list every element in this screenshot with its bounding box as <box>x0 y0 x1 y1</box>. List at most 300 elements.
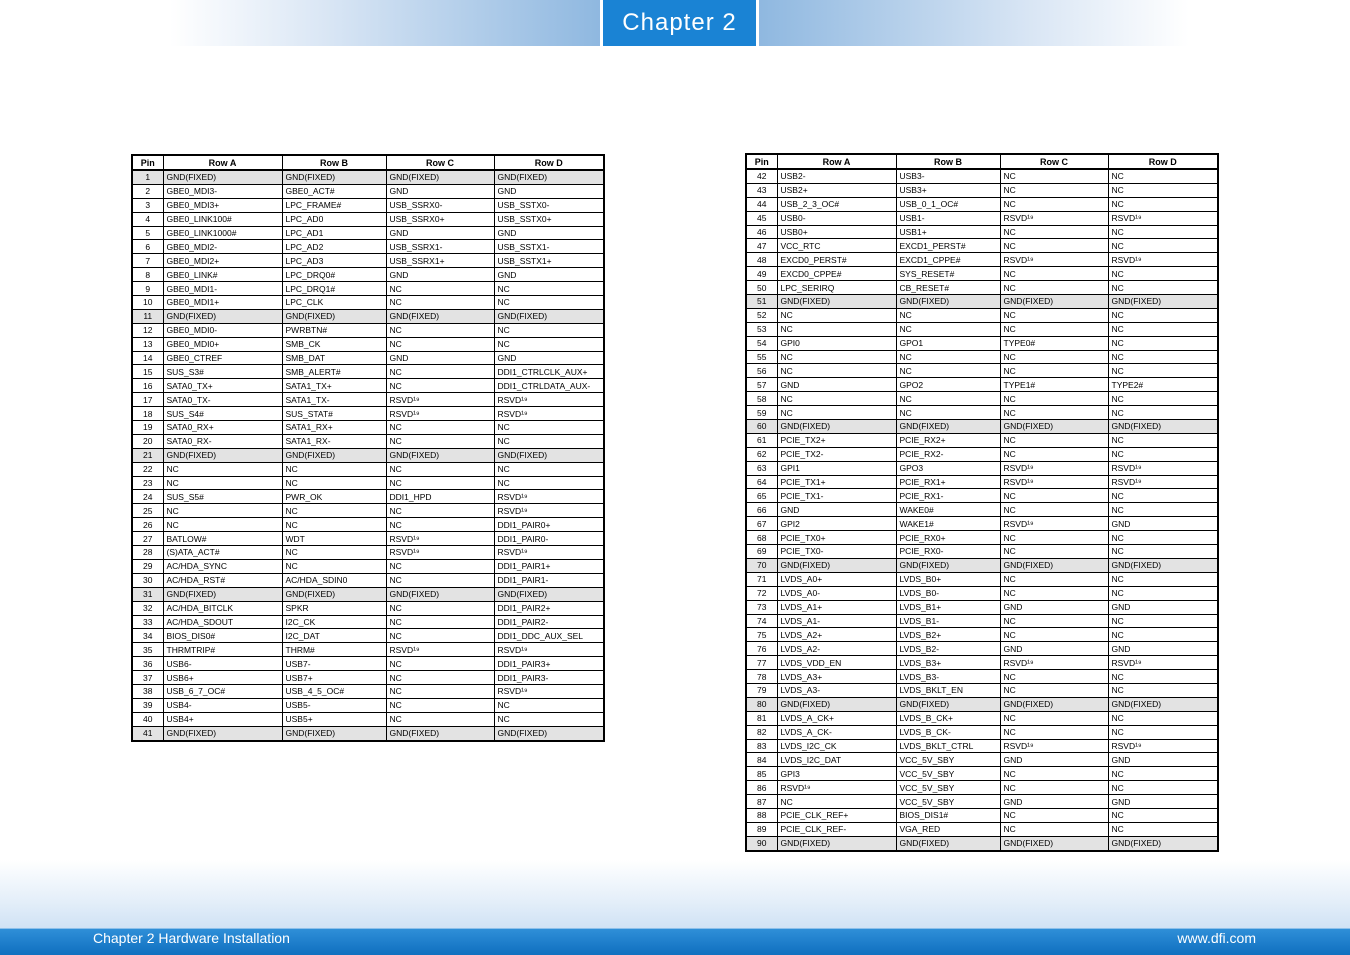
pin-number-cell: 61 <box>746 433 777 447</box>
signal-cell: GBE0_LINK# <box>163 268 282 282</box>
signal-cell: RSVD¹⁹ <box>494 546 604 560</box>
signal-cell: RSVD¹⁹ <box>494 643 604 657</box>
signal-cell: LVDS_B2+ <box>896 628 1000 642</box>
signal-cell: PCIE_CLK_REF+ <box>777 808 896 822</box>
table-row <box>132 448 604 462</box>
table-row <box>132 309 604 323</box>
pin-number-cell: 14 <box>132 351 163 365</box>
signal-cell: NC <box>896 364 1000 378</box>
pin-number-cell: 69 <box>746 545 777 559</box>
signal-cell: LVDS_A0+ <box>777 572 896 586</box>
signal-cell: NC <box>163 504 282 518</box>
signal-cell: NC <box>1000 350 1108 364</box>
signal-cell: GND(FIXED) <box>1000 836 1108 850</box>
signal-cell: I2C_DAT <box>282 629 386 643</box>
signal-cell: LVDS_A_CK+ <box>777 711 896 725</box>
signal-cell: DDI1_PAIR1+ <box>494 559 604 573</box>
signal-cell: NC <box>1108 406 1218 420</box>
signal-cell: RSVD¹⁹ <box>777 781 896 795</box>
signal-cell: RSVD¹⁹ <box>1108 253 1218 267</box>
table-row <box>746 725 1218 739</box>
signal-cell: NC <box>896 350 1000 364</box>
signal-cell: RSVD¹⁹ <box>1000 656 1108 670</box>
signal-cell: GND(FIXED) <box>777 836 896 850</box>
signal-cell: (S)ATA_ACT# <box>163 546 282 560</box>
signal-cell: NC <box>163 462 282 476</box>
pin-number-cell: 15 <box>132 365 163 379</box>
table-row <box>132 351 604 365</box>
column-header: Row A <box>163 155 282 170</box>
signal-cell: PCIE_TX1+ <box>777 475 896 489</box>
signal-cell: EXCD1_PERST# <box>896 239 1000 253</box>
signal-cell: USB_SSRX0+ <box>386 212 494 226</box>
signal-cell: GND(FIXED) <box>896 295 1000 309</box>
signal-cell: GBE0_MDI2+ <box>163 254 282 268</box>
signal-cell: NC <box>1000 169 1108 183</box>
signal-cell: NC <box>163 518 282 532</box>
table-row <box>746 267 1218 281</box>
pin-number-cell: 18 <box>132 407 163 421</box>
table-row <box>746 739 1218 753</box>
signal-cell: GND(FIXED) <box>163 587 282 601</box>
signal-cell: NC <box>777 308 896 322</box>
signal-cell: USB0- <box>777 211 896 225</box>
signal-cell: CB_RESET# <box>896 281 1000 295</box>
signal-cell: NC <box>1108 183 1218 197</box>
table-row <box>746 253 1218 267</box>
signal-cell: DDI1_PAIR0- <box>494 532 604 546</box>
signal-cell: RSVD¹⁹ <box>1108 211 1218 225</box>
signal-cell: LVDS_B3- <box>896 670 1000 684</box>
signal-cell: LVDS_A2+ <box>777 628 896 642</box>
signal-cell: GND <box>777 503 896 517</box>
pin-number-cell: 6 <box>132 240 163 254</box>
pin-number-cell: 47 <box>746 239 777 253</box>
pin-number-cell: 52 <box>746 308 777 322</box>
signal-cell: LVDS_B0- <box>896 586 1000 600</box>
table-row <box>132 698 604 712</box>
signal-cell: NC <box>1108 670 1218 684</box>
signal-cell: USB6- <box>163 657 282 671</box>
signal-cell: AC/HDA_SDOUT <box>163 615 282 629</box>
signal-cell: PCIE_TX0+ <box>777 531 896 545</box>
signal-cell: USB_SSTX1+ <box>494 254 604 268</box>
signal-cell: GND(FIXED) <box>386 309 494 323</box>
signal-cell: NC <box>282 546 386 560</box>
signal-cell: GND(FIXED) <box>386 587 494 601</box>
table-row <box>132 198 604 212</box>
signal-cell: RSVD¹⁹ <box>494 504 604 518</box>
signal-cell: GPO2 <box>896 378 1000 392</box>
pin-number-cell: 79 <box>746 683 777 697</box>
column-header: Row A <box>777 154 896 169</box>
table-row <box>746 295 1218 309</box>
signal-cell: NC <box>386 434 494 448</box>
signal-cell: GND(FIXED) <box>777 420 896 434</box>
pin-number-cell: 82 <box>746 725 777 739</box>
signal-cell: SYS_RESET# <box>896 267 1000 281</box>
table-row <box>746 697 1218 711</box>
table-row <box>132 254 604 268</box>
table-row <box>132 282 604 296</box>
table-row <box>132 684 604 698</box>
pin-number-cell: 26 <box>132 518 163 532</box>
signal-cell: NC <box>1000 308 1108 322</box>
table-row <box>746 656 1218 670</box>
table-row <box>132 434 604 448</box>
signal-cell: RSVD¹⁹ <box>386 532 494 546</box>
signal-cell: USB4+ <box>163 712 282 726</box>
signal-cell: DDI1_CTRLCLK_AUX+ <box>494 365 604 379</box>
signal-cell: USB5+ <box>282 712 386 726</box>
signal-cell: SUS_S3# <box>163 365 282 379</box>
signal-cell: EXCD0_CPPE# <box>777 267 896 281</box>
signal-cell: DDI1_PAIR2- <box>494 615 604 629</box>
table-row <box>746 808 1218 822</box>
signal-cell: USB7+ <box>282 671 386 685</box>
pin-number-cell: 20 <box>132 434 163 448</box>
signal-cell: RSVD¹⁹ <box>1000 253 1108 267</box>
pin-number-cell: 73 <box>746 600 777 614</box>
signal-cell: LVDS_B1+ <box>896 600 1000 614</box>
pin-number-cell: 38 <box>132 684 163 698</box>
signal-cell: RSVD¹⁹ <box>494 393 604 407</box>
signal-cell: DDI1_PAIR0+ <box>494 518 604 532</box>
signal-cell: USB0+ <box>777 225 896 239</box>
pin-number-cell: 65 <box>746 489 777 503</box>
signal-cell: NC <box>386 365 494 379</box>
table-row <box>746 767 1218 781</box>
signal-cell: GND(FIXED) <box>386 448 494 462</box>
signal-cell: GBE0_MDI3- <box>163 184 282 198</box>
signal-cell: PCIE_TX0- <box>777 545 896 559</box>
pin-number-cell: 49 <box>746 267 777 281</box>
header-gradient-left <box>170 0 600 46</box>
signal-cell: GND <box>1108 753 1218 767</box>
pin-number-cell: 56 <box>746 364 777 378</box>
signal-cell: PWR_OK <box>282 490 386 504</box>
pin-number-cell: 60 <box>746 420 777 434</box>
signal-cell: NC <box>1000 322 1108 336</box>
signal-cell: USB_SSRX1+ <box>386 254 494 268</box>
signal-cell: NC <box>386 476 494 490</box>
pin-number-cell: 66 <box>746 503 777 517</box>
pin-number-cell: 86 <box>746 781 777 795</box>
signal-cell: NC <box>386 559 494 573</box>
signal-cell: GND <box>1000 753 1108 767</box>
signal-cell: NC <box>1000 364 1108 378</box>
signal-cell: PCIE_RX0- <box>896 545 1000 559</box>
table-row <box>132 629 604 643</box>
signal-cell: NC <box>1108 711 1218 725</box>
signal-cell: BATLOW# <box>163 532 282 546</box>
signal-cell: GND <box>386 226 494 240</box>
signal-cell: SMB_ALERT# <box>282 365 386 379</box>
pin-number-cell: 5 <box>132 226 163 240</box>
signal-cell: LPC_CLK <box>282 296 386 310</box>
signal-cell: GND <box>1000 642 1108 656</box>
signal-cell: GBE0_ACT# <box>282 184 386 198</box>
signal-cell: GBE0_MDI1- <box>163 282 282 296</box>
signal-cell: LPC_AD0 <box>282 212 386 226</box>
signal-cell: GBE0_CTREF <box>163 351 282 365</box>
signal-cell: GND(FIXED) <box>896 558 1000 572</box>
signal-cell: NC <box>1000 683 1108 697</box>
signal-cell: RSVD¹⁹ <box>1000 739 1108 753</box>
signal-cell: SATA1_RX+ <box>282 421 386 435</box>
signal-cell: NC <box>777 322 896 336</box>
signal-cell: USB3- <box>896 169 1000 183</box>
table-row <box>746 614 1218 628</box>
table-row <box>746 711 1218 725</box>
table-row <box>132 726 604 740</box>
signal-cell: GND <box>494 226 604 240</box>
signal-cell: NC <box>1108 322 1218 336</box>
table-row <box>132 476 604 490</box>
table-row <box>746 308 1218 322</box>
signal-cell: NC <box>494 282 604 296</box>
signal-cell: EXCD0_PERST# <box>777 253 896 267</box>
signal-cell: LVDS_I2C_DAT <box>777 753 896 767</box>
pin-number-cell: 35 <box>132 643 163 657</box>
pin-number-cell: 74 <box>746 614 777 628</box>
signal-cell: RSVD¹⁹ <box>1108 739 1218 753</box>
signal-cell: NC <box>1000 197 1108 211</box>
signal-cell: NC <box>386 421 494 435</box>
signal-cell: GND(FIXED) <box>163 726 282 740</box>
table-row <box>746 392 1218 406</box>
table-row <box>132 532 604 546</box>
signal-cell: PCIE_TX2+ <box>777 433 896 447</box>
signal-cell: NC <box>386 504 494 518</box>
signal-cell: BIOS_DIS1# <box>896 808 1000 822</box>
pin-number-cell: 1 <box>132 170 163 184</box>
pin-number-cell: 83 <box>746 739 777 753</box>
signal-cell: NC <box>1000 725 1108 739</box>
signal-cell: NC <box>1000 628 1108 642</box>
signal-cell: GND(FIXED) <box>163 448 282 462</box>
signal-cell: TYPE2# <box>1108 378 1218 392</box>
signal-cell: GND <box>1000 600 1108 614</box>
signal-cell: NC <box>1000 489 1108 503</box>
signal-cell: NC <box>386 337 494 351</box>
table-row <box>132 643 604 657</box>
pin-number-cell: 27 <box>132 532 163 546</box>
pin-number-cell: 39 <box>132 698 163 712</box>
signal-cell: RSVD¹⁹ <box>494 490 604 504</box>
signal-cell: NC <box>1108 822 1218 836</box>
signal-cell: NC <box>1108 225 1218 239</box>
signal-cell: GBE0_MDI0- <box>163 323 282 337</box>
signal-cell: GND(FIXED) <box>896 697 1000 711</box>
signal-cell: NC <box>1000 183 1108 197</box>
table-header-row <box>132 155 604 170</box>
signal-cell: USB6+ <box>163 671 282 685</box>
signal-cell: GND(FIXED) <box>896 836 1000 850</box>
table-row <box>746 433 1218 447</box>
signal-cell: LPC_AD1 <box>282 226 386 240</box>
signal-cell: NC <box>494 712 604 726</box>
signal-cell: LVDS_B1- <box>896 614 1000 628</box>
pin-number-cell: 9 <box>132 282 163 296</box>
signal-cell: SATA1_RX- <box>282 434 386 448</box>
signal-cell: GND(FIXED) <box>777 558 896 572</box>
signal-cell: NC <box>386 379 494 393</box>
signal-cell: NC <box>1108 433 1218 447</box>
signal-cell: NC <box>1000 281 1108 295</box>
table-row <box>746 197 1218 211</box>
signal-cell: NC <box>386 518 494 532</box>
signal-cell: DDI1_PAIR2+ <box>494 601 604 615</box>
signal-cell: GND <box>1108 517 1218 531</box>
header-gradient-right <box>759 0 1189 46</box>
signal-cell: NC <box>494 296 604 310</box>
signal-cell: NC <box>1000 267 1108 281</box>
signal-cell: AC/HDA_RST# <box>163 573 282 587</box>
pin-number-cell: 42 <box>746 169 777 183</box>
pin-number-cell: 3 <box>132 198 163 212</box>
signal-cell: LVDS_A1+ <box>777 600 896 614</box>
table-row <box>746 670 1218 684</box>
table-row <box>132 337 604 351</box>
pin-number-cell: 30 <box>132 573 163 587</box>
signal-cell: NC <box>1108 628 1218 642</box>
pin-number-cell: 77 <box>746 656 777 670</box>
signal-cell: SUS_STAT# <box>282 407 386 421</box>
signal-cell: RSVD¹⁹ <box>494 407 604 421</box>
signal-cell: SUS_S5# <box>163 490 282 504</box>
footer-chapter-title: Chapter 2 Hardware Installation <box>93 930 290 946</box>
signal-cell: LVDS_A2- <box>777 642 896 656</box>
pin-number-cell: 78 <box>746 670 777 684</box>
pin-number-cell: 32 <box>132 601 163 615</box>
signal-cell: GND <box>386 268 494 282</box>
pin-number-cell: 85 <box>746 767 777 781</box>
signal-cell: NC <box>1108 725 1218 739</box>
signal-cell: SATA0_RX- <box>163 434 282 448</box>
signal-cell: NC <box>1000 572 1108 586</box>
signal-cell: NC <box>777 392 896 406</box>
signal-cell: SMB_CK <box>282 337 386 351</box>
signal-cell: VCC_5V_SBY <box>896 767 1000 781</box>
signal-cell: GND(FIXED) <box>386 170 494 184</box>
table-header-row <box>746 154 1218 169</box>
table-row <box>132 546 604 560</box>
signal-cell: GND(FIXED) <box>282 448 386 462</box>
table-row <box>132 601 604 615</box>
table-row <box>746 753 1218 767</box>
table-row <box>746 795 1218 809</box>
signal-cell: NC <box>494 476 604 490</box>
pin-table-left <box>131 154 605 742</box>
signal-cell: NC <box>1108 281 1218 295</box>
table-row <box>746 378 1218 392</box>
table-row <box>746 350 1218 364</box>
signal-cell: RSVD¹⁹ <box>386 393 494 407</box>
signal-cell: USB_4_5_OC# <box>282 684 386 698</box>
table-row <box>746 475 1218 489</box>
table-row <box>132 671 604 685</box>
table-row <box>746 322 1218 336</box>
signal-cell: PCIE_RX1+ <box>896 475 1000 489</box>
table-row <box>132 504 604 518</box>
signal-cell: LVDS_VDD_EN <box>777 656 896 670</box>
signal-cell: PCIE_TX1- <box>777 489 896 503</box>
signal-cell: RSVD¹⁹ <box>494 684 604 698</box>
signal-cell: SUS_S4# <box>163 407 282 421</box>
signal-cell: NC <box>1108 308 1218 322</box>
signal-cell: NC <box>1108 350 1218 364</box>
signal-cell: SATA0_TX+ <box>163 379 282 393</box>
table-row <box>746 239 1218 253</box>
table-row <box>132 365 604 379</box>
signal-cell: GND <box>1108 642 1218 656</box>
pin-number-cell: 46 <box>746 225 777 239</box>
signal-cell: GND(FIXED) <box>1108 558 1218 572</box>
signal-cell: GND(FIXED) <box>494 309 604 323</box>
pin-number-cell: 67 <box>746 517 777 531</box>
signal-cell: NC <box>282 504 386 518</box>
signal-cell: NC <box>1000 822 1108 836</box>
signal-cell: LPC_AD2 <box>282 240 386 254</box>
signal-cell: NC <box>386 629 494 643</box>
signal-cell: NC <box>1000 406 1108 420</box>
table-row <box>132 518 604 532</box>
signal-cell: GND(FIXED) <box>1000 697 1108 711</box>
table-row <box>132 268 604 282</box>
column-header: Row B <box>282 155 386 170</box>
column-header: Row D <box>1108 154 1218 169</box>
table-row <box>746 420 1218 434</box>
signal-cell: NC <box>1000 767 1108 781</box>
signal-cell: GND(FIXED) <box>1108 697 1218 711</box>
signal-cell: NC <box>777 350 896 364</box>
signal-cell: USB_SSRX0- <box>386 198 494 212</box>
signal-cell: NC <box>896 406 1000 420</box>
signal-cell: GND <box>1108 795 1218 809</box>
signal-cell: LPC_AD3 <box>282 254 386 268</box>
signal-cell: USB_SSTX0+ <box>494 212 604 226</box>
signal-cell: BIOS_DIS0# <box>163 629 282 643</box>
table-row <box>746 683 1218 697</box>
signal-cell: RSVD¹⁹ <box>386 407 494 421</box>
signal-cell: GPO1 <box>896 336 1000 350</box>
table-row <box>746 836 1218 850</box>
signal-cell: RSVD¹⁹ <box>386 546 494 560</box>
signal-cell: NC <box>1000 447 1108 461</box>
signal-cell: GND(FIXED) <box>282 726 386 740</box>
pin-number-cell: 36 <box>132 657 163 671</box>
pin-number-cell: 25 <box>132 504 163 518</box>
signal-cell: VCC_5V_SBY <box>896 795 1000 809</box>
signal-cell: GPI1 <box>777 461 896 475</box>
pin-number-cell: 21 <box>132 448 163 462</box>
signal-cell: PCIE_TX2- <box>777 447 896 461</box>
signal-cell: SATA0_RX+ <box>163 421 282 435</box>
column-header: Pin <box>132 155 163 170</box>
signal-cell: EXCD1_CPPE# <box>896 253 1000 267</box>
signal-cell: GBE0_MDI3+ <box>163 198 282 212</box>
pin-number-cell: 84 <box>746 753 777 767</box>
signal-cell: RSVD¹⁹ <box>1000 461 1108 475</box>
signal-cell: GND <box>494 351 604 365</box>
pin-number-cell: 23 <box>132 476 163 490</box>
column-header: Pin <box>746 154 777 169</box>
signal-cell: GND <box>386 351 494 365</box>
signal-cell: GBE0_LINK1000# <box>163 226 282 240</box>
signal-cell: NC <box>1108 781 1218 795</box>
pin-number-cell: 10 <box>132 296 163 310</box>
